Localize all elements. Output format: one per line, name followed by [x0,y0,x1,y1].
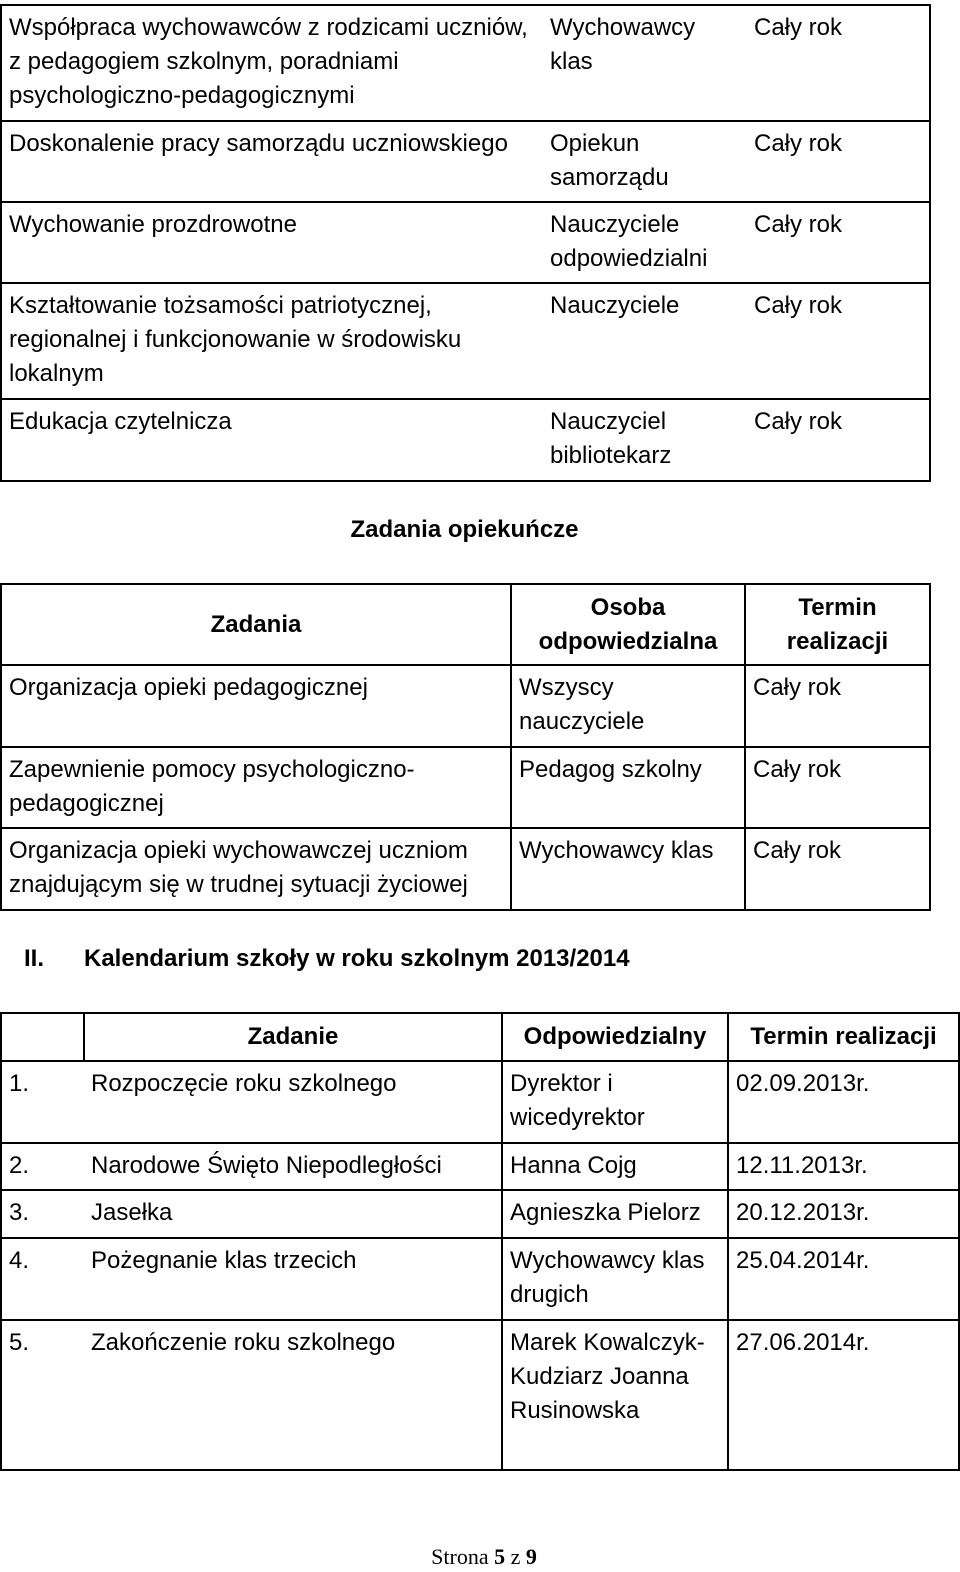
header-row [1,584,930,665]
term-cell: Cały rok [747,202,930,283]
responsible-cell: Nauczyciel bibliotekarz [543,399,747,481]
date-cell: 20.12.2013r. [728,1190,959,1238]
column-header-number [1,1013,84,1061]
task-cell: Zakończenie roku szkolnego [84,1320,502,1470]
date-cell: 12.11.2013r. [728,1143,959,1190]
term-cell: Cały rok [747,283,930,399]
school-calendar-table [0,1012,960,1471]
number-cell: 1. [1,1061,84,1143]
responsible-cell: Dyrektor i wicedyrektor [502,1061,728,1143]
column-header-tasks: Zadania [1,584,511,665]
task-cell: Edukacja czytelnicza [1,399,543,481]
table-row [1,283,930,399]
table-row [1,1238,959,1320]
section-title: Kalendarium szkoły w roku szkolnym 2013/2014 [84,945,630,972]
number-cell: 3. [1,1190,84,1238]
number-cell: 5. [1,1320,84,1470]
number-cell: 2. [1,1143,84,1190]
task-cell: Zapewnienie pomocy psychologiczno-pedagogicznej [1,747,511,828]
responsible-cell: Wychowawcy klas [511,828,745,910]
column-header-responsible: Odpowiedzialny [502,1013,728,1061]
responsible-cell: Nauczyciele odpowiedzialni [543,202,747,283]
page-number: 5 [494,1544,506,1569]
column-header-term: Termin realizacji [728,1013,959,1061]
term-cell: Cały rok [747,399,930,481]
responsible-cell: Pedagog szkolny [511,747,745,828]
term-cell: Cały rok [745,828,930,910]
responsible-cell: Nauczyciele [543,283,747,399]
task-cell: Narodowe Święto Niepodległości [84,1143,502,1190]
table-row [1,121,930,202]
task-cell: Doskonalenie pracy samorządu uczniowskiego [1,121,543,202]
task-cell: Rozpoczęcie roku szkolnego [84,1061,502,1143]
section-numeral: II. [24,945,45,972]
task-cell: Organizacja opieki pedagogicznej [1,665,511,747]
table-row [1,1143,959,1190]
page-total: 9 [525,1544,537,1569]
footer-separator: z [510,1544,521,1569]
responsible-cell: Opiekun samorządu [543,121,747,202]
task-cell: Organizacja opieki wychowawczej uczniom znajdującym się w trudnej sytuacji życiowej [1,828,511,910]
responsible-cell: Hanna Cojg [502,1143,728,1190]
table-row [1,1190,959,1238]
responsible-cell: Wychowawcy klas drugich [502,1238,728,1320]
task-cell: Wychowanie prozdrowotne [1,202,543,283]
table-row [1,202,930,283]
column-header-responsible: Osoba odpowiedzialna [511,584,745,665]
table-row [1,1061,959,1143]
date-cell: 27.06.2014r. [728,1320,959,1470]
calendar-heading [24,942,630,976]
task-cell: Pożegnanie klas trzecich [84,1238,502,1320]
care-tasks-table [0,583,931,911]
table-row [1,747,930,828]
number-cell: 4. [1,1238,84,1320]
term-cell: Cały rok [747,121,930,202]
responsible-cell: Wychowawcy klas [543,5,747,121]
header-row [1,1013,959,1061]
term-cell: Cały rok [745,665,930,747]
table-row [1,828,930,910]
footer-prefix: Strona [431,1544,489,1569]
table-row [1,5,930,121]
responsible-cell: Wszyscy nauczyciele [511,665,745,747]
column-header-task: Zadanie [84,1013,502,1061]
responsible-cell: Agnieszka Pielorz [502,1190,728,1238]
term-cell: Cały rok [747,5,930,121]
table-row [1,399,930,481]
page-footer [0,1543,960,1571]
care-tasks-heading: Zadania opiekuńcze [350,516,579,543]
date-cell: 02.09.2013r. [728,1061,959,1143]
table-row [1,665,930,747]
table-row [1,1320,959,1470]
task-cell: Jasełka [84,1190,502,1238]
task-cell: Współpraca wychowawców z rodzicami uczniów, z pedagogiem szkolnym, poradniami psychologiczno-pedagogicznymi [1,5,543,121]
date-cell: 25.04.2014r. [728,1238,959,1320]
task-cell: Kształtowanie tożsamości patriotycznej, regionalnej i funkcjonowanie w środowisku lokalnym [1,283,543,399]
responsible-cell: Marek Kowalczyk-Kudziarz Joanna Rusinowska [502,1320,728,1470]
column-header-term: Termin realizacji [745,584,930,665]
term-cell: Cały rok [745,747,930,828]
educational-tasks-table [0,4,931,482]
